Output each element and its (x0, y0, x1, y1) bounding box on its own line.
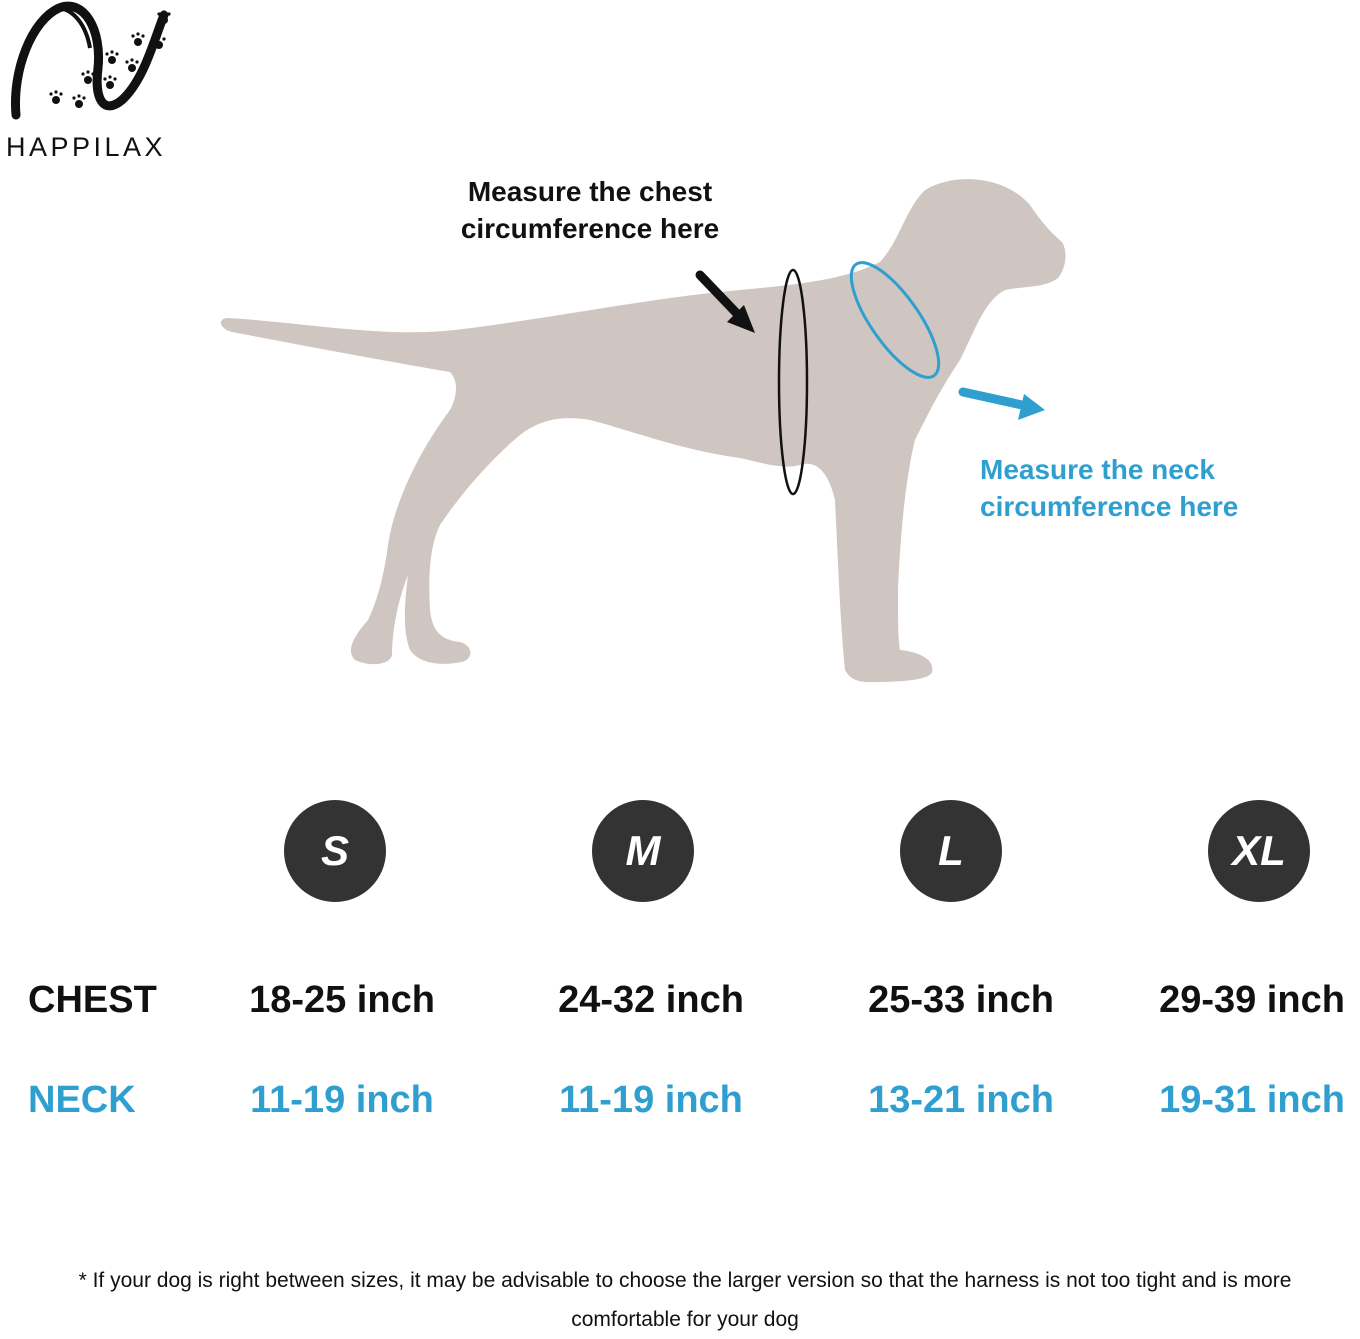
chest-size-l: 25-33 inch (868, 979, 1054, 1021)
row-label-neck: NECK (28, 1079, 136, 1121)
chest-size-s: 18-25 inch (249, 979, 435, 1021)
dog-silhouette-icon (221, 179, 1066, 682)
chest-size-m: 24-32 inch (558, 979, 744, 1021)
chest-size-xl: 29-39 inch (1159, 979, 1345, 1021)
paw-print-icon (49, 10, 170, 108)
neck-size-s: 11-19 inch (250, 1079, 434, 1121)
brand-name: HAPPILAX (6, 132, 167, 162)
footnote: * If your dog is right between sizes, it may be advisable to choose the larger version so that the harness is not too tight and is more comfortable for your dog (78, 1269, 1292, 1331)
size-badge-l: L (900, 800, 1002, 902)
chest-measure-callout: Measure the chest circumference here (460, 176, 720, 244)
row-label-chest: CHEST (28, 979, 157, 1021)
size-badge-xl: XL (1208, 800, 1310, 902)
neck-measure-callout: Measure the neck circumference here (980, 454, 1239, 522)
neck-size-m: 11-19 inch (559, 1079, 743, 1121)
neck-size-xl: 19-31 inch (1159, 1079, 1345, 1121)
neck-size-l: 13-21 inch (868, 1079, 1054, 1121)
size-badge-m: M (592, 800, 694, 902)
size-badge-s: S (284, 800, 386, 902)
